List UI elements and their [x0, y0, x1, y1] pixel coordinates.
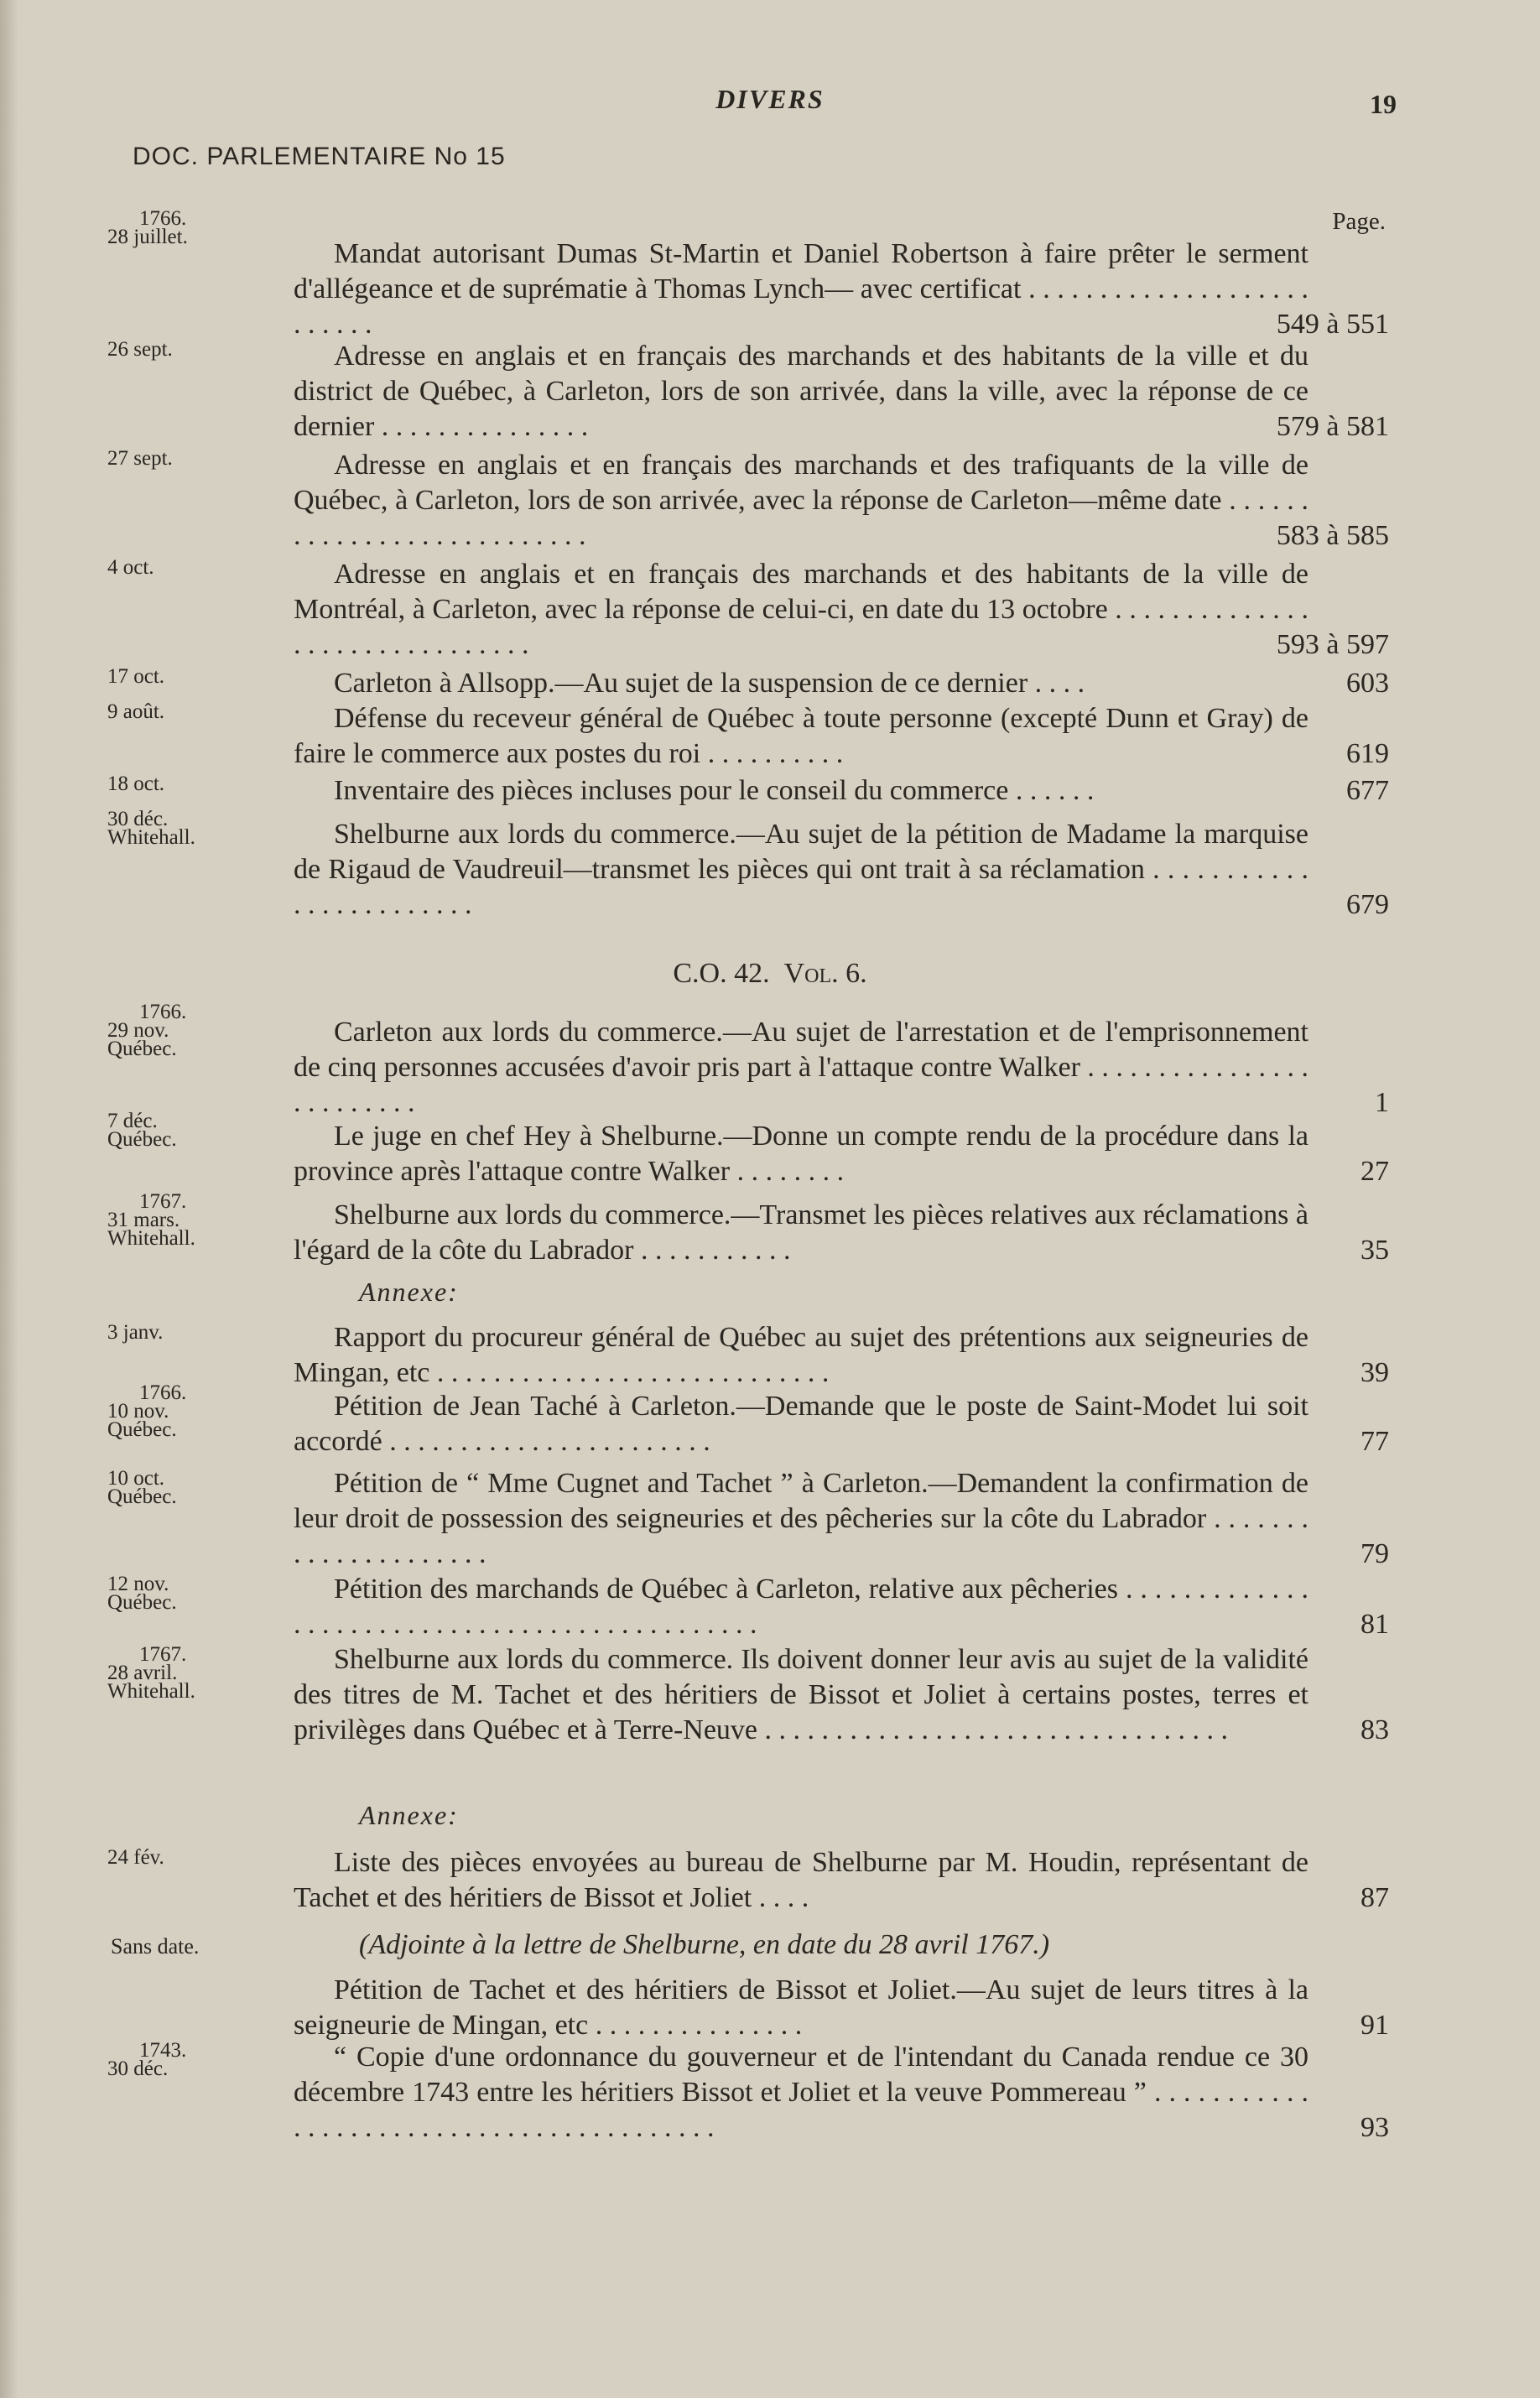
entry-page-ref: 79	[1361, 1538, 1389, 1569]
entry-date: 1767. 31 mars. Whitehall.	[107, 1190, 195, 1250]
entry-page-ref: 679	[1346, 889, 1389, 920]
entry-page-ref: 87	[1361, 1882, 1389, 1913]
entry-page-ref: 677	[1346, 775, 1389, 806]
entry-text: Carleton à Allsopp.—Au sujet de la suspension de ce dernier . . . . 603	[294, 666, 1308, 701]
entry-date: 3 janv.	[107, 1321, 164, 1344]
entry-page-ref: 83	[1361, 1714, 1389, 1745]
entry-date: 9 août.	[107, 700, 165, 723]
sans-date-label: Sans date.	[111, 1934, 200, 1958]
entry-date: 10 oct. Québec.	[107, 1467, 177, 1508]
entry-page-ref: 27	[1361, 1156, 1389, 1187]
entry-text: Adresse en anglais et en français des marchands et des habitants de la ville et du district de Québec, à Carleton, lors de son arrivée, dans la ville, avec la réponse de ce dernier . . . . . . . . . . . . . . . 579 à 581	[294, 339, 1308, 445]
entry-page-ref: 579 à 581	[1276, 411, 1389, 442]
entry-text: Pétition de “ Mme Cugnet and Tachet ” à Carleton.—Demandent la confirmation de leur droit de possession des seigneuries et des pêcheries sur la côte du Labrador . . . . . . . . . . . . . . . . . . . . . 79	[294, 1466, 1308, 1572]
entry-date: 18 oct.	[107, 772, 165, 795]
entry-page-ref: 35	[1361, 1235, 1389, 1266]
entry-page-ref: 39	[1361, 1357, 1389, 1388]
entry-text: Adresse en anglais et en français des marchands et des habitants de la ville de Montréal, à Carleton, avec la réponse de celui-ci, en date du 13 octobre . . . . . . . . . . . . . . . . . . . . . . . . . . . . . . . 593 à 597	[294, 557, 1308, 663]
page-column-label: Page.	[1332, 208, 1386, 235]
entry-text: Le juge en chef Hey à Shelburne.—Donne un compte rendu de la procédure dans la province après l'attaque contre Walker . . . . . . . . 27	[294, 1119, 1308, 1189]
entry-text: Mandat autorisant Dumas St-Martin et Daniel Robertson à faire prêter le serment d'allégeance et de suprématie à Thomas Lynch— avec certificat . . . . . . . . . . . . . . . . . . . . . . . . . . 549 à 551	[294, 237, 1308, 342]
entry-page-ref: 583 à 585	[1276, 520, 1389, 551]
entry-text: Pétition de Tachet et des héritiers de Bissot et Joliet.—Au sujet de leurs titres à la seigneurie de Mingan, etc . . . . . . . . . . . . . . . 91	[294, 1973, 1308, 2043]
entry-text: Inventaire des pièces incluses pour le conseil du commerce . . . . . . 677	[294, 773, 1308, 809]
running-title: DIVERS	[715, 84, 825, 114]
entry-page-ref: 603	[1346, 668, 1389, 699]
entry-date: 1767. 28 avril. Whitehall.	[107, 1643, 195, 1703]
entry-page-ref: 93	[1361, 2112, 1389, 2143]
page-edge-shadow	[0, 0, 18, 2398]
entry-page-ref: 91	[1361, 2010, 1389, 2041]
section-heading: C.O. 42. Vol. 6.	[673, 958, 867, 989]
entry-text: Liste des pièces envoyées au bureau de Shelburne par M. Houdin, représentant de Tachet et des héritiers de Bissot et Joliet . . . . 87	[294, 1845, 1308, 1916]
entry-page-ref: 619	[1346, 738, 1389, 769]
entry-date: 1766. 28 juillet.	[107, 207, 188, 248]
annexe-label: Annexe:	[359, 1800, 459, 1830]
entry-date: 17 oct.	[107, 665, 165, 688]
entry-page-ref: 593 à 597	[1276, 629, 1389, 660]
entry-date: 7 déc. Québec.	[107, 1110, 177, 1151]
entry-page-ref: 77	[1361, 1426, 1389, 1457]
annexe-label: Annexe:	[359, 1277, 459, 1307]
entry-date: 1766. 10 nov. Québec.	[107, 1381, 187, 1441]
entry-date: 12 nov. Québec.	[107, 1573, 177, 1614]
entry-date: 26 sept.	[107, 338, 173, 361]
entry-text: Rapport du procureur général de Québec au sujet des prétentions aux seigneuries de Mingan, etc . . . . . . . . . . . . . . . . . . . . . . . . . . . . 39	[294, 1320, 1308, 1391]
entry-text: Shelburne aux lords du commerce.—Transmet les pièces relatives aux réclamations à l'égard de la côte du Labrador . . . . . . . . . . . 35	[294, 1198, 1308, 1268]
entry-page-ref: 1	[1375, 1087, 1389, 1118]
entry-page-ref: 81	[1361, 1609, 1389, 1640]
entry-date: 1743. 30 déc.	[107, 2039, 187, 2080]
entry-text: Shelburne aux lords du commerce. Ils doivent donner leur avis au sujet de la validité des titres de M. Tachet et des héritiers de Bissot et Joliet à certains postes, terres et privilèges dans Québec et à Terre-Neuve . . . . . . . . . . . . . . . . . . . . . . . . . . . . . . . . . 83	[294, 1642, 1308, 1748]
entry-text: “ Copie d'une ordonnance du gouverneur et de l'intendant du Canada rendue ce 30 décembre 1743 entre les héritiers Bissot et Joliet et la veuve Pommereau ” . . . . . . . . . . . . . . . . . . . . . . . . . . . . . . . . . . . . . . . . . 93	[294, 2040, 1308, 2146]
entry-date: 30 déc. Whitehall.	[107, 808, 195, 849]
entry-text: Défense du receveur général de Québec à toute personne (excepté Dunn et Gray) de faire le commerce aux postes du roi . . . . . . . . . . 619	[294, 701, 1308, 772]
entry-date: 27 sept.	[107, 447, 173, 470]
adjointe-note: (Adjointe à la lettre de Shelburne, en date du 28 avril 1767.)	[359, 1929, 1050, 1960]
entry-text: Pétition de Jean Taché à Carleton.—Demande que le poste de Saint-Modet lui soit accordé . . . . . . . . . . . . . . . . . . . . . . . 77	[294, 1389, 1308, 1459]
entry-date: 1766. 29 nov. Québec.	[107, 1001, 187, 1060]
entry-text: Pétition des marchands de Québec à Carleton, relative aux pêcheries . . . . . . . . . . . . . . . . . . . . . . . . . . . . . . . . . . . . . . . . . . . . . . 81	[294, 1572, 1308, 1642]
entry-date: 24 fév.	[107, 1846, 164, 1869]
entry-text: Carleton aux lords du commerce.—Au sujet de l'arrestation et de l'emprisonnement de cinq personnes accusées d'avoir pris part à l'attaque contre Walker . . . . . . . . . . . . . . . . . . . . . . . . . 1	[294, 1015, 1308, 1121]
document-label: DOC. PARLEMENTAIRE No 15	[133, 143, 506, 170]
entry-text: Adresse en anglais et en français des marchands et des trafiquants de la ville de Québec, à Carleton, lors de son arrivée, avec la réponse de Carleton—même date . . . . . . . . . . . . . . . . . . . . . . . . . . . 583 à 585	[294, 448, 1308, 554]
page-number: 19	[1370, 89, 1397, 119]
entry-text: Shelburne aux lords du commerce.—Au sujet de la pétition de Madame la marquise de Rigaud de Vaudreuil—transmet les pièces qui ont trait à sa réclamation . . . . . . . . . . . . . . . . . . . . . . . . 679	[294, 817, 1308, 923]
entry-date: 4 oct.	[107, 556, 154, 579]
entry-page-ref: 549 à 551	[1276, 309, 1389, 340]
